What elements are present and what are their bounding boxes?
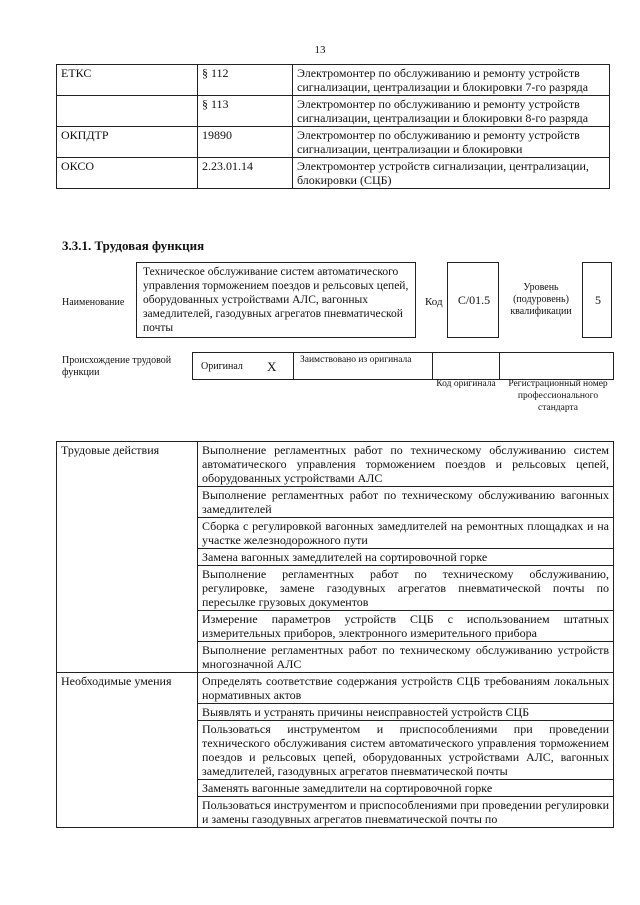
borrowed-label: Заимствовано из оригинала xyxy=(300,355,412,365)
detail-item: Выявлять и устранять причины неисправностей устройств СЦБ xyxy=(198,704,614,721)
detail-item: Выполнение регламентных работ по техническому обслуживанию систем автоматического управления торможением поездов и рельсовых цепей, оборудованных устройствами АЛС xyxy=(198,442,614,487)
class-ref: 2.23.01.14 xyxy=(198,158,293,189)
function-name: Техническое обслуживание систем автоматического управления торможением поездов и рельсовых цепей, оборудованных устройствами АЛС, вагонных замедлителей, газодувных агрегатов пневматической почты xyxy=(143,266,409,334)
page-number: 13 xyxy=(314,44,326,56)
detail-item: Заменять вагонные замедлители на сортировочной горке xyxy=(198,780,614,797)
function-name-box xyxy=(136,262,416,338)
class-code: ОКСО xyxy=(57,158,198,189)
code-box xyxy=(447,262,499,338)
table-row xyxy=(57,442,614,487)
table-row xyxy=(57,65,610,96)
level-box xyxy=(582,262,612,338)
reg-number-box xyxy=(499,352,614,380)
original-box xyxy=(192,352,294,380)
code-original-box xyxy=(432,352,500,380)
detail-item: Пользоваться инструментом и приспособлениями при проведении технического обслуживания систем автоматического управления торможением поездов и рельсовых цепей, оборудованных устройствами АЛС, вагонных замедлителей, газодувных агрегатов пневматической почты xyxy=(198,721,614,780)
class-ref: § 113 xyxy=(198,96,293,127)
detail-item: Пользоваться инструментом и приспособлениями при проведении регулировки и замены газодувных агрегатов пневматической почты по xyxy=(198,797,614,828)
class-desc: Электромонтер по обслуживанию и ремонту устройств сигнализации, централизации и блокировки 7-го разряда xyxy=(293,65,610,96)
name-label: Наименование xyxy=(62,297,125,308)
class-desc: Электромонтер по обслуживанию и ремонту устройств сигнализации, централизации и блокировки xyxy=(293,127,610,158)
section-heading: 3.3.1. Трудовая функция xyxy=(62,238,205,253)
class-desc: Электромонтер по обслуживанию и ремонту устройств сигнализации, централизации и блокировки 8-го разряда xyxy=(293,96,610,127)
details-table xyxy=(56,441,614,828)
detail-item: Выполнение регламентных работ по техническому обслуживанию устройств многозначной АЛС xyxy=(198,642,614,673)
code-value: С/01.5 xyxy=(457,293,491,307)
detail-item: Выполнение регламентных работ по техническому обслуживанию вагонных замедлителей xyxy=(198,487,614,518)
original-label: Оригинал xyxy=(201,361,243,372)
level-label: Уровень (подуровень) квалификации xyxy=(510,282,572,317)
detail-item: Выполнение регламентных работ по техническому обслуживанию, регулировке, замене газодувных агрегатов пневматической почты по пересылке грузовых документов xyxy=(198,566,614,611)
category-cell: Трудовые действия xyxy=(57,442,198,673)
table-row xyxy=(57,673,614,704)
code-original-label: Код оригинала xyxy=(436,379,496,389)
table-row xyxy=(57,158,610,189)
class-desc: Электромонтер устройств сигнализации, централизации, блокировки (СЦБ) xyxy=(293,158,610,189)
code-label: Код xyxy=(425,296,443,308)
detail-item: Сборка с регулировкой вагонных замедлителей на ремонтных площадках и на участке железнодорожного пути xyxy=(198,518,614,549)
category-cell: Необходимые умения xyxy=(57,673,198,828)
class-code: ОКПДТР xyxy=(57,127,198,158)
reg-number-label: Регистрационный номер профессионального стандарта xyxy=(508,379,608,413)
class-code xyxy=(57,96,198,127)
classification-table xyxy=(56,64,610,189)
detail-item: Измерение параметров устройств СЦБ с использованием штатных измерительных приборов, электронного измерительного прибора xyxy=(198,611,614,642)
original-mark: X xyxy=(267,359,277,374)
class-ref: 19890 xyxy=(198,127,293,158)
origin-label: Происхождение трудовой функции xyxy=(62,355,172,378)
table-row xyxy=(57,96,610,127)
borrowed-box xyxy=(293,352,433,380)
detail-item: Замена вагонных замедлителей на сортировочной горке xyxy=(198,549,614,566)
class-ref: § 112 xyxy=(198,65,293,96)
table-row xyxy=(57,127,610,158)
level-value: 5 xyxy=(595,293,601,307)
class-code: ЕТКС xyxy=(57,65,198,96)
detail-item: Определять соответствие содержания устройств СЦБ требованиям локальных нормативных актов xyxy=(198,673,614,704)
